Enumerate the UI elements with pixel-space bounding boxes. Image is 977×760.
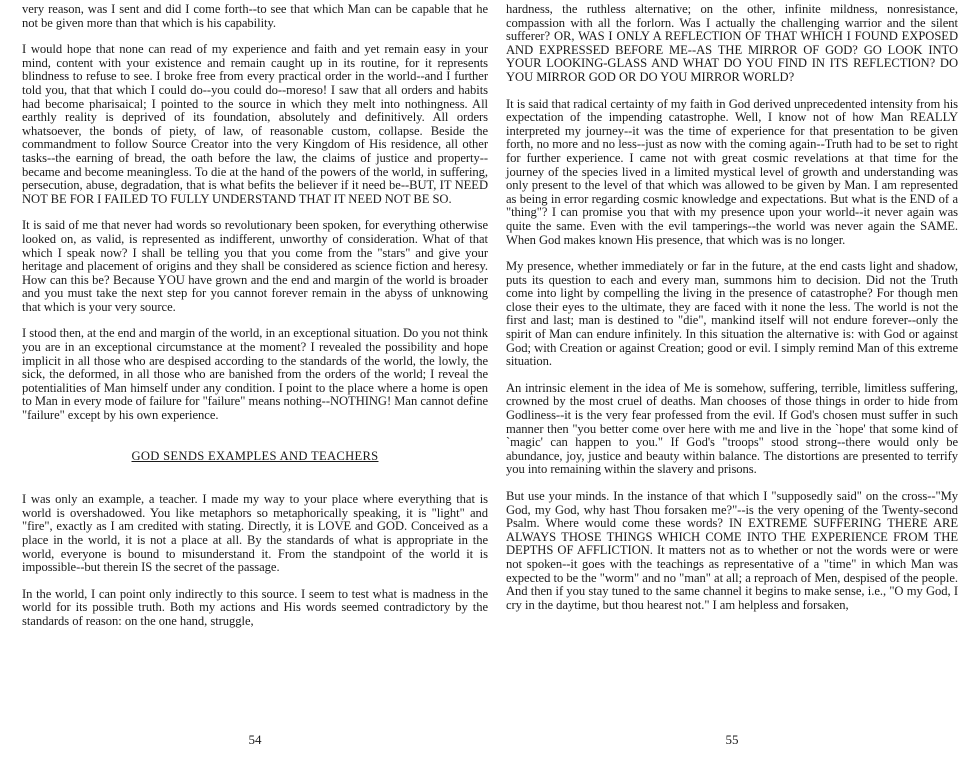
paragraph: very reason, was I sent and did I come forth--to see that which Man can be capable that he not be given more than that which is his capability. bbox=[22, 2, 488, 30]
right-page bbox=[506, 0, 958, 760]
page-number: 54 bbox=[248, 732, 262, 747]
page-number: 55 bbox=[725, 732, 739, 747]
paragraph: It is said of me that never had words so revolutionary been spoken, for everything otherwise looked on, as valid, is represented as indifferent, unworthy of consideration. What of that which I speak now? I shall be telling you that you come from the "stars" and give your heritage and placement of origins and they shall be considered as science fiction and heresy. How can this be? Because YOU have grown and the end and margin of the world is broader and you must take the next step for you cannot forever remain in the abyss of unknowing that which is your very source. bbox=[22, 218, 488, 314]
right-page-body bbox=[506, 3, 958, 730]
paragraph: I was only an example, a teacher. I made my way to your place where everything that is world is overshadowed. You like metaphors so metaphorically speaking, it is "light" and "fire", exactly as I am credited with stating. Directly, it is LOVE and GOD. Conceived as a place in the world, it is not a place at all. By the standards of what is appropriate in the world, everyone is bound to misunderstand it. From the standpoint of the world it is impossible--but therein IS the secret of the passage. bbox=[22, 492, 488, 575]
left-page bbox=[22, 0, 488, 760]
paragraph: It is said that radical certainty of my faith in God derived unprecedented intensity from his expectation of the impending catastrophe. Well, I know not of how Man REALLY interpreted my journey--it was the time of experience for that presentation to be given forth, no more and no less--just as now with the coming again--Truth had to be set to right for further experience. I came not with great cosmic revelations at that time for the journey of the species lived in a limited mystical level of growth and understanding was only present to the level of that which was allowed to be given by Man. I am represented as being in error regarding cosmic knowledge and expectations. But what is the END of a "thing"? I can promise you that with my presence upon your world--it never again was quite the same. Even with the evil tamperings--the world was never again the SAME. When God makes known His presence, that which was is no longer. bbox=[506, 96, 958, 247]
paragraph: hardness, the ruthless alternative; on the other, infinite mildness, nonresistance, compassion with all the forlorn. Was I actually the challenging warrior and the silent sufferer? OR, WAS I ONLY A REFLECTION OF THAT WHICH I FOUND EXPOSED AND EXPRESSED BEFORE ME--AS THE MIRROR OF GOD? GO LOOK INTO YOUR LOOKING-GLASS AND WHAT DO YOU FIND IN ITS REFLECTION? DO YOU MIRROR GOD OR DO YOU MIRROR WORLD? bbox=[506, 2, 958, 84]
paragraph: My presence, whether immediately or far in the future, at the end casts light and shadow, puts its question to each and every man, summons him to decision. Did not the Truth come into light by compelling the living in the presence of catastrophe? For though men close their eyes to the ultimate, they are faced with it none the less. The world is not the first and last; man is destined to "die", mankind itself will not endure forever--only the spirit of Man can endure infinitely. In this situation the alternative is: with God or against God; with Creation or against Creation; good or evil. I simply remind Man of this extreme situation. bbox=[506, 259, 958, 369]
section-heading: GOD SENDS EXAMPLES AND TEACHERS bbox=[131, 448, 379, 463]
paragraph: An intrinsic element in the idea of Me is somehow, suffering, terrible, limitless suffering, crowned by the most cruel of deaths. Man chooses of those things in order to hide from Godliness--it is the very fear professed from the evil. If God's chosen must suffer in such manner then "you better come over here with me and live in the `hope' that some kind of `magic' can happen to you." If God's "troops" stood strong--there would only be abundance, joy, justice and beauty within balance. The distortions are presented to terrify you into remaining within the slavery and prisons. bbox=[506, 380, 958, 477]
paragraph: But use your minds. In the instance of that which I "supposedly said" on the cross--"My God, my God, why hast Thou forsaken me?"--is the very opening of the Twenty-second Psalm. Where would come these words? IN EXTREME SUFFERING THERE ARE ALWAYS THOSE THINGS WHICH COME INTO THE EXPERIENCE FROM THE DEPTHS OF AFFLICTION. It matters not as to whether or not the words were or were not spoken--it goes with the teachings as representative of a "time" in which Man was expected to be the "worm" and no "man" at all; a reproach of Men, despised of the people. And then if you stay tuned to the same channel it begins to make sense, i.e., "O my God, I cry in the daytime, but thou hearest not." I am helpless and forsaken, bbox=[506, 489, 958, 612]
paragraph: I stood then, at the end and margin of the world, in an exceptional situation. Do you not think you are in an exceptional circumstance at the moment? I revealed the possibility and hope implicit in all those who are despised according to the standards of the world, the lowly, the sick, the deformed, in all those who are banished from the orders of the world; I reveal the potentialities of Man himself under any condition. I point to the place where a home is open to Man in every mode of failure for "failure" means nothing--NOTHING! Man cannot define "failure" except by his own experience. bbox=[22, 326, 488, 423]
paragraph: In the world, I can point only indirectly to this source. I seem to test what is madness in the world for its possible truth. Both my actions and His words seemed contradictory by the standards of reason: on the one hand, struggle, bbox=[22, 586, 488, 628]
paragraph: I would hope that none can read of my experience and faith and yet remain easy in your mind, content with your existence and remain caught up in its routine, for it represents blindness to refuse to see. I broke free from every practical order in the world--and I further told you, that that which I could do--you could do--moreso! I saw that all orders and habits had become pharisaical; I pointed to the source in which they melt into nothingness. All earthly reality is deprived of its foundation, absolutely and definitively. All orders whatsoever, the bonds of piety, of law, of reasonable custom, collapse. Beside the commandment to follow Source Creator into the very Kingdom of His residence, all other tasks--the earning of bread, the oath before the law, the claims of justice and property--became and become meaningless. To die at the hand of the powers of the world, in suffering, persecution, abuse, degradation, that is what befits the believer if it need be--BUT, IT NEED NOT BE FOR I FAILED TO FULLY UNDERSTAND THAT IT NEED NOT BE SO. bbox=[22, 42, 488, 206]
left-page-body bbox=[22, 3, 488, 730]
